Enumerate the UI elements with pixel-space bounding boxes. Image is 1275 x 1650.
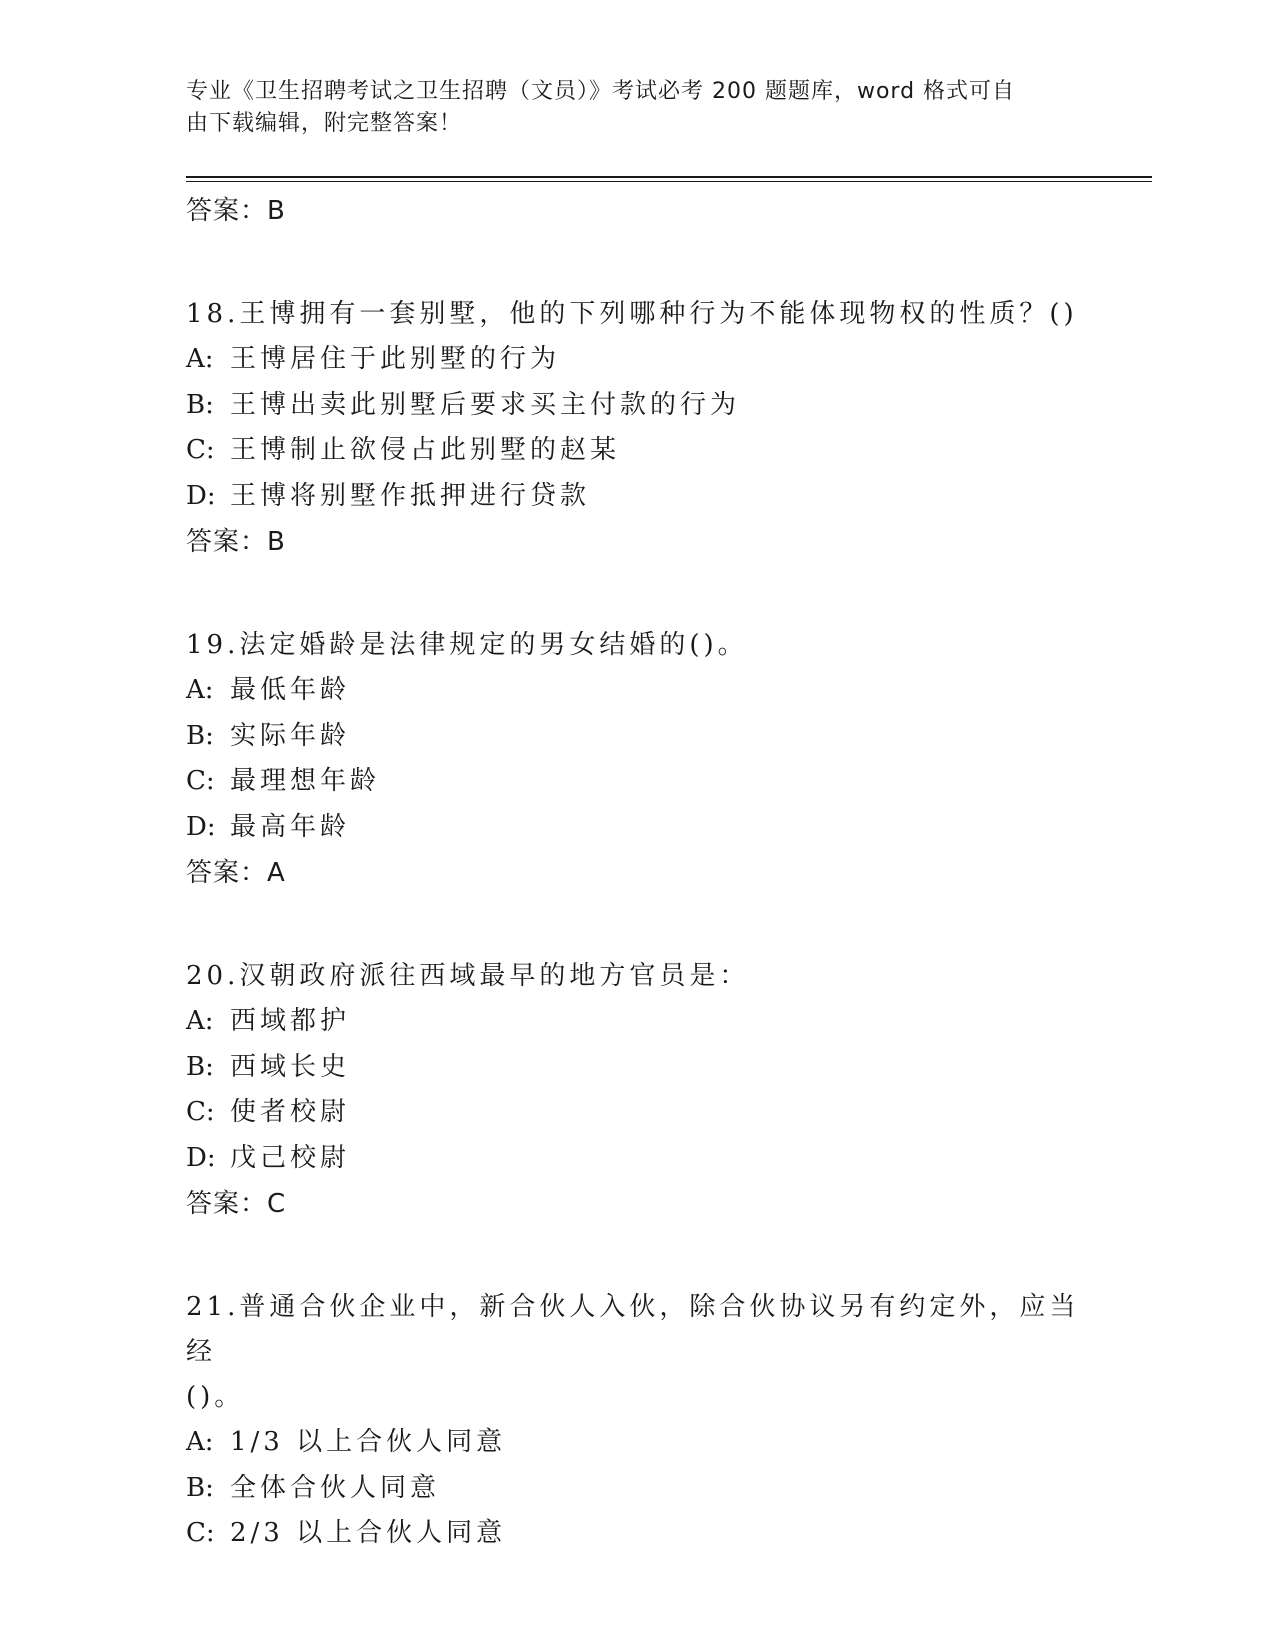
answer-line: 答案：B: [186, 196, 286, 226]
spacer: [186, 896, 1086, 954]
spacer: [186, 1227, 1086, 1285]
question-text: 21.普通合伙企业中，新合伙人入伙，除合伙协议另有约定外，应当经: [186, 1292, 1080, 1367]
option-label: C:: [186, 1518, 215, 1548]
option-label: A:: [186, 344, 214, 374]
option-text: 2/3 以上合伙人同意: [230, 1518, 507, 1548]
question-text: 20.汉朝政府派往西域最早的地方官员是：: [186, 961, 750, 991]
answer-line: 答案：B: [186, 527, 286, 557]
option-b: [186, 1045, 1086, 1091]
option-label: B:: [186, 389, 214, 420]
spacer: [186, 565, 1086, 623]
option-text: 使者校尉: [230, 1097, 351, 1127]
header-divider-thin: [186, 181, 1152, 182]
document-header: [186, 76, 1086, 140]
option-text: 王博将别墅作抵押进行贷款: [230, 480, 591, 511]
option-label: D:: [186, 480, 216, 511]
option-c: [186, 1090, 1086, 1136]
option-a: [186, 1420, 1086, 1466]
question-list: [186, 188, 1086, 1557]
option-label: D:: [186, 811, 216, 842]
option-text: 王博制止欲侵占此别墅的赵某: [230, 435, 621, 465]
answer-line: 答案：A: [186, 858, 286, 888]
header-line-2: 由下载编辑，附完整答案！: [186, 111, 463, 136]
option-a: [186, 999, 1086, 1045]
option-c: [186, 428, 1086, 474]
option-label: B:: [186, 720, 214, 751]
option-label: C:: [186, 1097, 215, 1127]
answer-line: 答案：C: [186, 1189, 287, 1219]
option-text: 1/3 以上合伙人同意: [230, 1427, 507, 1457]
option-label: A:: [186, 675, 214, 705]
question-text-continued: ()。: [186, 1382, 245, 1412]
option-text: 王博居住于此别墅的行为: [230, 344, 561, 374]
option-label: D:: [186, 1142, 216, 1173]
question-block: [186, 623, 1086, 896]
option-a: [186, 337, 1086, 383]
option-b: [186, 714, 1086, 760]
option-label: C:: [186, 435, 215, 465]
option-text: 最理想年龄: [230, 766, 381, 796]
option-d: [186, 805, 1086, 851]
option-b: [186, 1466, 1086, 1512]
question-text: 18.王博拥有一套别墅，他的下列哪种行为不能体现物权的性质？(): [186, 299, 1078, 329]
option-c: [186, 1511, 1086, 1557]
option-label: A:: [186, 1006, 214, 1036]
question-block: [186, 1285, 1086, 1557]
header-line-1: 专业《卫生招聘考试之卫生招聘（文员）》考试必考 200 题题库，word 格式可自: [186, 79, 1016, 104]
option-b: [186, 383, 1086, 429]
question-block: [186, 954, 1086, 1227]
option-text: 戊己校尉: [230, 1142, 351, 1173]
option-label: A:: [186, 1427, 214, 1457]
option-d: [186, 1136, 1086, 1182]
option-text: 西域长史: [230, 1051, 351, 1082]
option-label: B:: [186, 1051, 214, 1082]
option-text: 王博出卖此别墅后要求买主付款的行为: [230, 389, 741, 420]
option-text: 最高年龄: [230, 811, 351, 842]
spacer: [186, 234, 1086, 292]
question-text: 19.法定婚龄是法律规定的男女结婚的()。: [186, 630, 748, 660]
option-text: 实际年龄: [230, 720, 351, 751]
header-divider-thick: [186, 176, 1152, 178]
option-text: 最低年龄: [230, 675, 351, 705]
question-block: [186, 292, 1086, 565]
option-c: [186, 759, 1086, 805]
option-a: [186, 668, 1086, 714]
option-text: 全体合伙人同意: [230, 1472, 441, 1503]
option-label: B:: [186, 1472, 214, 1503]
option-label: C:: [186, 766, 215, 796]
option-text: 西域都护: [230, 1006, 351, 1036]
option-d: [186, 474, 1086, 520]
